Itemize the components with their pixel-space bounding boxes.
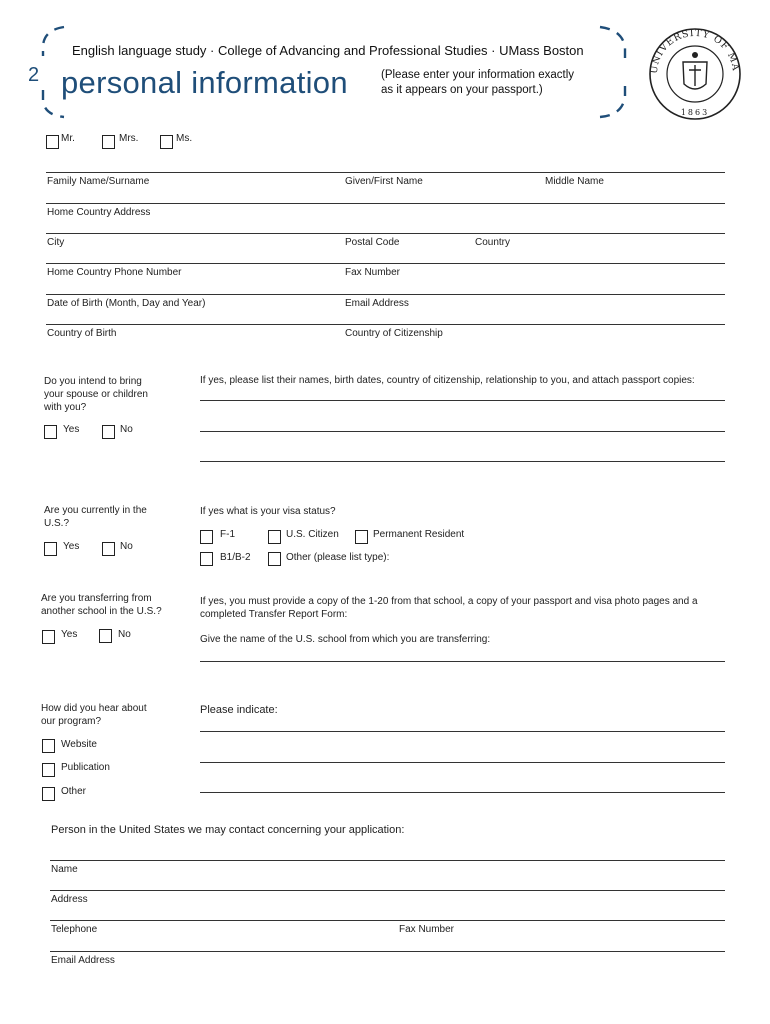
contact-name-label: Name bbox=[51, 864, 78, 875]
contact-address-line[interactable] bbox=[50, 890, 725, 891]
city-label: City bbox=[47, 237, 65, 248]
address-line[interactable] bbox=[46, 203, 725, 204]
website-checkbox[interactable] bbox=[42, 739, 55, 753]
please-indicate-label: Please indicate: bbox=[200, 704, 278, 716]
spouse-question-line-3: with you? bbox=[44, 402, 87, 413]
transfer-school-label: Give the name of the U.S. school from which you are transferring: bbox=[200, 634, 491, 645]
spouse-line-3[interactable] bbox=[200, 461, 725, 462]
hear-question-line-2: our program? bbox=[41, 716, 102, 727]
transfer-if-yes-line-1: If yes, you must provide a copy of the 1-20 from that school, a copy of your passport and visa photo pages and a bbox=[200, 596, 698, 607]
spouse-no-label: No bbox=[120, 424, 133, 435]
name-line[interactable] bbox=[46, 172, 725, 173]
mr-checkbox[interactable] bbox=[46, 135, 59, 149]
permanent-resident-label: Permanent Resident bbox=[373, 529, 465, 540]
ms-checkbox[interactable] bbox=[160, 135, 173, 149]
spouse-question-line-2: your spouse or children bbox=[44, 389, 148, 400]
b1b2-label: B1/B-2 bbox=[220, 552, 251, 563]
country-label: Country bbox=[475, 237, 511, 248]
spouse-question bbox=[44, 375, 148, 414]
us-citizen-checkbox[interactable] bbox=[268, 530, 281, 544]
publication-checkbox[interactable] bbox=[42, 763, 55, 777]
home-address-label: Home Country Address bbox=[47, 207, 151, 218]
in-us-question bbox=[44, 504, 147, 530]
other-label: Other bbox=[61, 786, 87, 797]
family-name-label: Family Name/Surname bbox=[47, 176, 150, 187]
other-checkbox[interactable] bbox=[42, 787, 55, 801]
website-label: Website bbox=[61, 739, 97, 750]
in-us-yes-label: Yes bbox=[63, 541, 80, 552]
seal-text: UNIVERSITY OF MA bbox=[648, 27, 742, 75]
in-us-question-line-2: U.S.? bbox=[44, 518, 70, 529]
page-title: personal information bbox=[61, 65, 348, 100]
passport-note bbox=[381, 68, 574, 98]
hear-line-3[interactable] bbox=[200, 792, 725, 793]
transfer-question bbox=[41, 592, 162, 618]
transfer-question-line-1: Are you transferring from bbox=[41, 593, 152, 604]
dob-label: Date of Birth (Month, Day and Year) bbox=[47, 298, 206, 309]
city-line[interactable] bbox=[46, 233, 725, 234]
in-us-question-line-1: Are you currently in the bbox=[44, 505, 147, 516]
country-birth-label: Country of Birth bbox=[47, 328, 117, 339]
us-citizen-label: U.S. Citizen bbox=[286, 529, 339, 540]
mr-label: Mr. bbox=[61, 133, 75, 144]
email-label: Email Address bbox=[345, 298, 409, 309]
middle-name-label: Middle Name bbox=[545, 176, 604, 187]
in-us-no-label: No bbox=[120, 541, 133, 552]
dob-line[interactable] bbox=[46, 294, 725, 295]
contact-title: Person in the United States we may contact concerning your application: bbox=[51, 824, 405, 836]
in-us-yes-checkbox[interactable] bbox=[44, 542, 57, 556]
seal-year: 1863 bbox=[680, 108, 710, 117]
contact-email-label: Email Address bbox=[51, 955, 115, 966]
visa-status-label: If yes what is your visa status? bbox=[200, 506, 336, 517]
postal-code-label: Postal Code bbox=[345, 237, 400, 248]
svg-text:UNIVERSITY OF MASSACHUSETTS bbox=[640, 22, 741, 74]
visa-other-label: Other (please list type): bbox=[286, 552, 390, 563]
spouse-line-2[interactable] bbox=[200, 431, 725, 432]
home-phone-label: Home Country Phone Number bbox=[47, 267, 182, 278]
contact-telephone-line[interactable] bbox=[50, 920, 725, 921]
contact-fax-label: Fax Number bbox=[399, 924, 455, 935]
contact-address-label: Address bbox=[51, 894, 88, 905]
transfer-if-yes-line-2: completed Transfer Report Form: bbox=[200, 609, 348, 620]
ms-label: Ms. bbox=[176, 133, 193, 144]
transfer-yes-label: Yes bbox=[61, 629, 78, 640]
mrs-label: Mrs. bbox=[119, 133, 139, 144]
transfer-no-label: No bbox=[118, 629, 131, 640]
contact-telephone-label: Telephone bbox=[51, 924, 98, 935]
transfer-question-line-2: another school in the U.S.? bbox=[41, 606, 162, 617]
fax-label: Fax Number bbox=[345, 267, 401, 278]
spouse-yes-label: Yes bbox=[63, 424, 80, 435]
passport-note-line-1: (Please enter your information exactly bbox=[381, 69, 575, 81]
hear-question-line-1: How did you hear about bbox=[41, 703, 147, 714]
hear-question bbox=[41, 702, 147, 728]
transfer-school-line[interactable] bbox=[200, 661, 725, 662]
publication-label: Publication bbox=[61, 762, 110, 773]
permanent-resident-checkbox[interactable] bbox=[355, 530, 368, 544]
contact-name-line[interactable] bbox=[50, 860, 725, 861]
hear-line-1[interactable] bbox=[200, 731, 725, 732]
b1b2-checkbox[interactable] bbox=[200, 552, 213, 566]
spouse-question-line-1: Do you intend to bring bbox=[44, 376, 142, 387]
given-name-label: Given/First Name bbox=[345, 176, 423, 187]
header-bracket-right bbox=[590, 24, 640, 120]
spouse-no-checkbox[interactable] bbox=[102, 425, 115, 439]
transfer-if-yes bbox=[200, 595, 698, 621]
in-us-no-checkbox[interactable] bbox=[102, 542, 115, 556]
spouse-if-yes-label: If yes, please list their names, birth dates, country of citizenship, relationship to you, and attach passport copies: bbox=[200, 375, 695, 386]
university-seal-icon bbox=[640, 22, 750, 122]
f1-checkbox[interactable] bbox=[200, 530, 213, 544]
transfer-yes-checkbox[interactable] bbox=[42, 630, 55, 644]
visa-other-checkbox[interactable] bbox=[268, 552, 281, 566]
spouse-yes-checkbox[interactable] bbox=[44, 425, 57, 439]
f1-label: F-1 bbox=[220, 529, 235, 540]
section-number: 2 bbox=[28, 64, 40, 86]
phone-line[interactable] bbox=[46, 263, 725, 264]
country-citizenship-label: Country of Citizenship bbox=[345, 328, 443, 339]
birth-line[interactable] bbox=[46, 324, 725, 325]
mrs-checkbox[interactable] bbox=[102, 135, 115, 149]
hear-line-2[interactable] bbox=[200, 762, 725, 763]
transfer-no-checkbox[interactable] bbox=[99, 629, 112, 643]
passport-note-line-2: as it appears on your passport.) bbox=[381, 84, 543, 96]
header-title: English language study · College of Advancing and Professional Studies · UMass Boston bbox=[72, 43, 584, 58]
contact-email-line[interactable] bbox=[50, 951, 725, 952]
spouse-line-1[interactable] bbox=[200, 400, 725, 401]
